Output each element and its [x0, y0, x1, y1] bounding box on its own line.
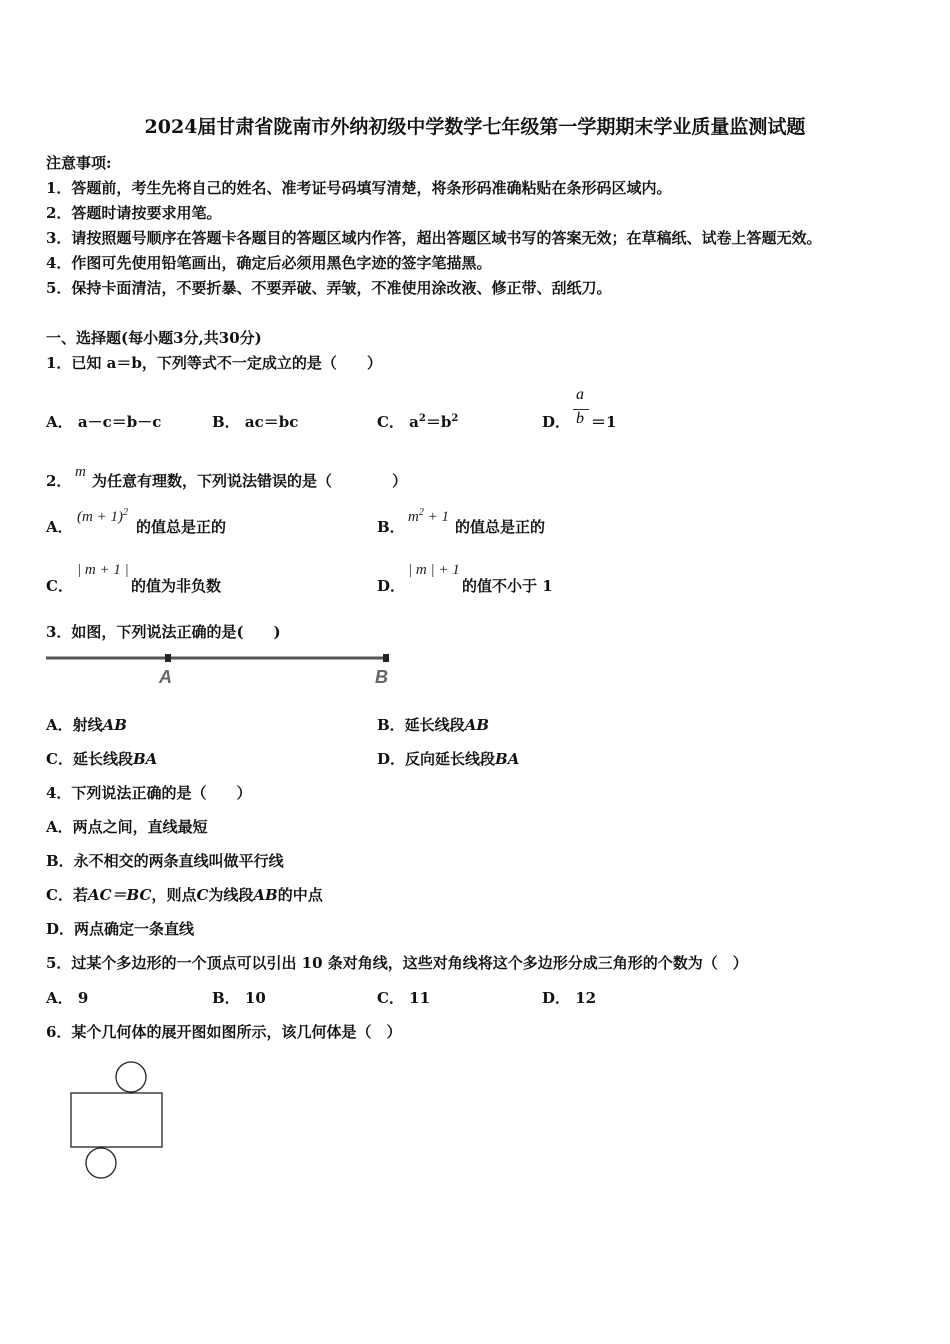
q5-option-d: D． 12: [542, 989, 597, 1007]
notice-item: 4．作图可先使用铅笔画出，确定后必须用黑色字迹的签字笔描黑。: [46, 254, 492, 272]
q4-option-d: D．两点确定一条直线: [46, 920, 195, 938]
q5-option-b: B． 10: [212, 989, 266, 1007]
q3-option-c: C．延长线段BA: [46, 750, 158, 768]
q3-option-d: D．反向延长线段BA: [377, 750, 520, 768]
point-a-marker: [165, 654, 171, 662]
q1-option-a: A． a－c＝b－c: [46, 413, 162, 431]
q4-option-b: B．永不相交的两条直线叫做平行线: [46, 852, 284, 870]
fraction-numerator: a: [576, 386, 584, 403]
q3-option-b: B．延长线段AB: [377, 716, 490, 734]
q2-option-b-label: B．: [377, 518, 405, 536]
q4-option-c: C．若AC＝BC，则点C为线段AB的中点: [46, 886, 323, 904]
q2-option-a-math: $(m + 1)^2$: [77, 507, 128, 525]
question-2-stem: 为任意有理数，下列说法错误的是（ ）: [92, 472, 408, 490]
point-a-label: A: [159, 667, 172, 687]
q5-option-c: C． 11: [377, 989, 431, 1007]
notice-item: 1．答题前，考生先将自己的姓名、准考证号码填写清楚，将条形码准确粘贴在条形码区域内。: [46, 179, 672, 197]
q3-option-a: A．射线AB: [46, 716, 127, 734]
top-circle: [116, 1062, 146, 1092]
q2-option-d-label: D．: [377, 577, 406, 595]
bottom-circle: [86, 1148, 116, 1178]
q2-option-b-math: $m^2 + 1$: [408, 507, 449, 525]
notice-heading: 注意事项:: [46, 154, 112, 172]
q2-option-c-text: 的值为非负数: [131, 577, 222, 595]
q2-option-a-text: 的值总是正的: [136, 518, 227, 536]
ray-figure: [44, 648, 394, 690]
question-5-stem: 5．过某个多边形的一个顶点可以引出 10 条对角线，这些对角线将这个多边形分成三角形的个数为（ ）: [46, 954, 748, 972]
fraction-denominator: b: [576, 410, 584, 427]
q1-option-c: C． $a^2=b^2$: [377, 413, 459, 431]
question-2-number: 2．: [46, 472, 72, 490]
q2-option-c-label: C．: [46, 577, 73, 595]
point-b-label: B: [375, 667, 388, 687]
q2-option-b-text: 的值总是正的: [455, 518, 546, 536]
q2-option-a-label: A．: [46, 518, 73, 536]
q1-option-d-value: ＝1: [591, 413, 617, 431]
section-heading: 一、选择题(每小题3分,共30分): [46, 329, 262, 347]
q2-option-d-math: | m | + 1: [408, 562, 460, 578]
question-1-stem: 1．已知 a＝b，下列等式不一定成立的是（ ）: [46, 354, 382, 372]
q1-option-d-label: D．: [542, 413, 571, 431]
notice-item: 2．答题时请按要求用笔。: [46, 204, 222, 222]
q1-option-b: B． ac＝bc: [212, 413, 299, 431]
cylinder-net-figure: [68, 1058, 168, 1184]
question-4-stem: 4．下列说法正确的是（ ）: [46, 784, 252, 802]
q4-option-a: A．两点之间，直线最短: [46, 818, 208, 836]
q2-variable: m: [75, 464, 86, 480]
question-3-stem: 3．如图，下列说法正确的是( ): [46, 623, 281, 641]
question-6-stem: 6．某个几何体的展开图如图所示，该几何体是（ ）: [46, 1023, 402, 1041]
net-rectangle: [71, 1093, 162, 1147]
notice-item: 5．保持卡面清洁，不要折暴、不要弄破、弄皱，不准使用涂改液、修正带、刮纸刀。: [46, 279, 612, 297]
page-title: 2024届甘肃省陇南市外纳初级中学数学七年级第一学期期末学业质量监测试题: [144, 116, 806, 138]
q5-option-a: A． 9: [46, 989, 89, 1007]
point-b-marker: [383, 654, 389, 662]
q2-option-d-text: 的值不小于 1: [462, 577, 553, 595]
notice-item: 3．请按照题号顺序在答题卡各题目的答题区域内作答，超出答题区域书写的答案无效；在草稿纸、试卷上答题无效。: [46, 229, 822, 247]
q2-option-c-math: | m + 1 |: [77, 562, 129, 578]
